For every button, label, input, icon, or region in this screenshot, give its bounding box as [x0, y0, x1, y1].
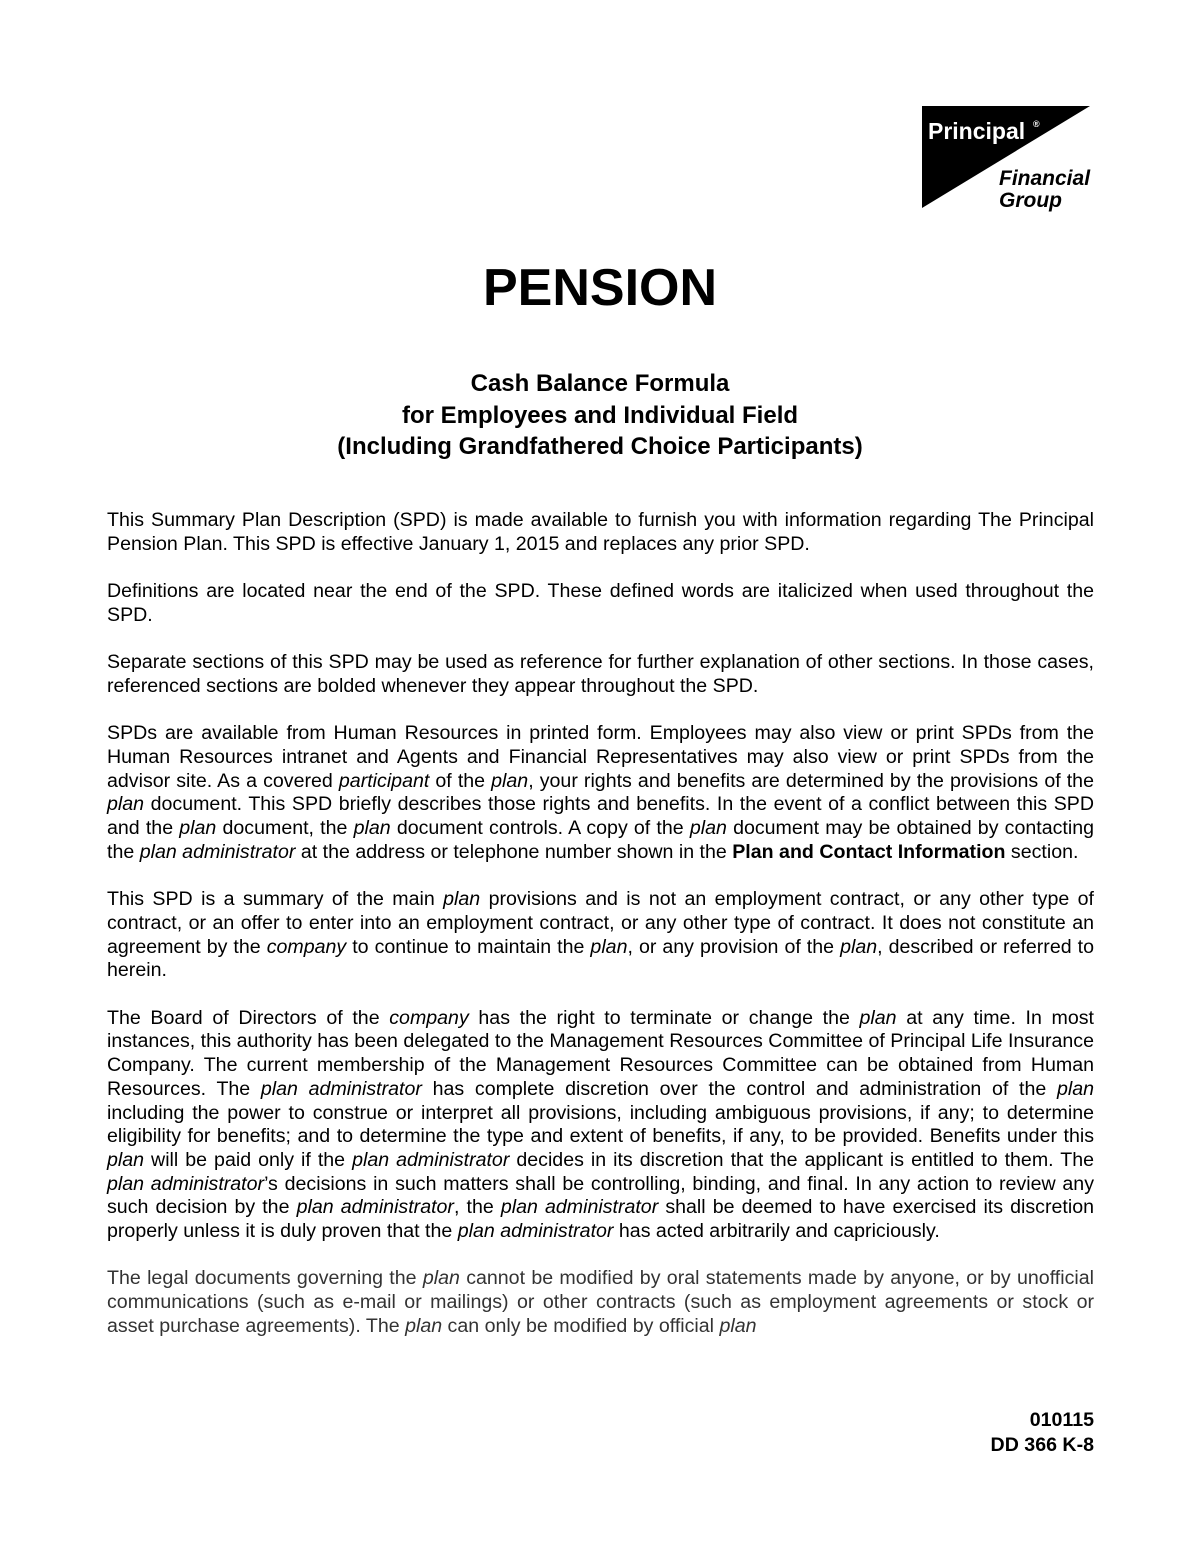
paragraph-spd-availability: SPDs are available from Human Resources in printed form. Employees may also view or print SPDs from the Human Resources intranet and Agents and Financial Representatives may also view or print SPDs from the advisor site. As a covered participant of the plan, your rights and benefits are determined by the provisions of the plan document. This SPD briefly describes those rights and benefits. In the event of a conflict between this SPD and the plan document, the plan document controls. A copy of the plan document may be obtained by contacting the plan administrator at the address or telephone number shown in the Plan and Contact Information section. — [107, 722, 1094, 863]
defined-term: company — [389, 1006, 469, 1029]
logo-brand-financial: Financial — [999, 167, 1091, 190]
defined-term: plan — [840, 935, 878, 958]
document-subtitle — [0, 368, 1200, 463]
logo-registered-mark: ® — [1033, 119, 1040, 129]
paragraph-spd-intro: This Summary Plan Description (SPD) is made available to furnish you with information regarding The Principal Pension Plan. This SPD is effective January 1, 2015 and replaces any prior SPD. — [107, 509, 1094, 555]
defined-term: participant — [338, 769, 430, 792]
defined-term: plan — [405, 1314, 443, 1337]
defined-term: plan — [422, 1267, 460, 1290]
defined-term: plan — [107, 793, 145, 816]
paragraph-summary-disclaimer: This SPD is a summary of the main plan provisions and is not an employment contract, or any other type of contract, or an offer to enter into an employment contract, or any other type of contract. It does not constitute an agreement by the company to continue to maintain the plan, or any provision of the plan, described or referred to herein. — [107, 888, 1094, 982]
defined-term: plan — [590, 935, 628, 958]
logo-brand-top: Principal — [928, 118, 1026, 144]
footer-form-number: DD 366 K-8 — [990, 1434, 1094, 1456]
defined-term: plan — [107, 1148, 145, 1171]
defined-term: plan — [353, 817, 391, 840]
paragraph-board-authority: The Board of Directors of the company has the right to terminate or change the plan at any time. In most instances, this authority has been delegated to the Management Resources Committee of Principal Life Insurance Company. The current membership of the Management Resources Committee can be obtained from Human Resources. The plan administrator has complete discretion over the control and administration of the plan including the power to construe or interpret all provisions, including ambiguous provisions, if any; to determine eligibility for benefits; and to determine the type and extent of benefits, if any, to be provided. Benefits under this plan will be paid only if the plan administrator decides in its discretion that the applicant is entitled to them. The plan administrator’s decisions in such matters shall be controlling, binding, and final. In any action to review any such decision by the plan administrator, the plan administrator shall be deemed to have exercised its discretion properly unless it is duly proven that the plan administrator has acted arbitrarily and capriciously. — [107, 1006, 1094, 1243]
logo-brand-group: Group — [999, 189, 1062, 212]
paragraph-legal-documents: The legal documents governing the plan cannot be modified by oral statements made by anyone, or by unofficial communications (such as e-mail or mailings) or other contracts (such as employment agreements or stock or asset purchase agreements). The plan can only be modified by official plan — [107, 1267, 1094, 1337]
document-body — [107, 509, 1094, 1339]
defined-term: plan administrator — [107, 1172, 265, 1195]
defined-term: plan administrator — [139, 840, 296, 863]
page-footer — [700, 1408, 1094, 1458]
logo-graphic — [922, 106, 1094, 212]
defined-term: plan administrator — [500, 1196, 659, 1219]
defined-term: plan — [1056, 1077, 1094, 1100]
defined-term: plan — [179, 817, 217, 840]
defined-term: plan administrator — [352, 1148, 510, 1171]
footer-date-code: 010115 — [1029, 1409, 1094, 1431]
defined-term: plan administrator — [296, 1196, 454, 1219]
page-title: PENSION — [482, 259, 718, 317]
defined-term: plan administrator — [457, 1220, 614, 1243]
defined-term: plan — [859, 1006, 897, 1029]
subtitle-line-2: for Employees and Individual Field — [401, 401, 799, 429]
defined-term: plan administrator — [260, 1077, 422, 1100]
paragraph-definitions: Definitions are located near the end of the SPD. These defined words are italicized when used throughout the SPD. — [107, 580, 1094, 626]
defined-term: plan — [443, 888, 481, 911]
principal-financial-group-logo — [922, 106, 1094, 212]
defined-term: company — [266, 935, 347, 958]
defined-term: plan — [689, 817, 727, 840]
defined-term: plan — [491, 769, 529, 792]
section-reference: Plan and Contact Information — [732, 840, 1006, 863]
defined-term: plan — [719, 1314, 757, 1337]
paragraph-sections: Separate sections of this SPD may be used as reference for further explanation of other sections. In those cases, referenced sections are bolded whenever they appear throughout the SPD. — [107, 651, 1094, 697]
subtitle-line-1: Cash Balance Formula — [470, 370, 730, 397]
subtitle-line-3: (Including Grandfathered Choice Participants) — [337, 433, 863, 460]
